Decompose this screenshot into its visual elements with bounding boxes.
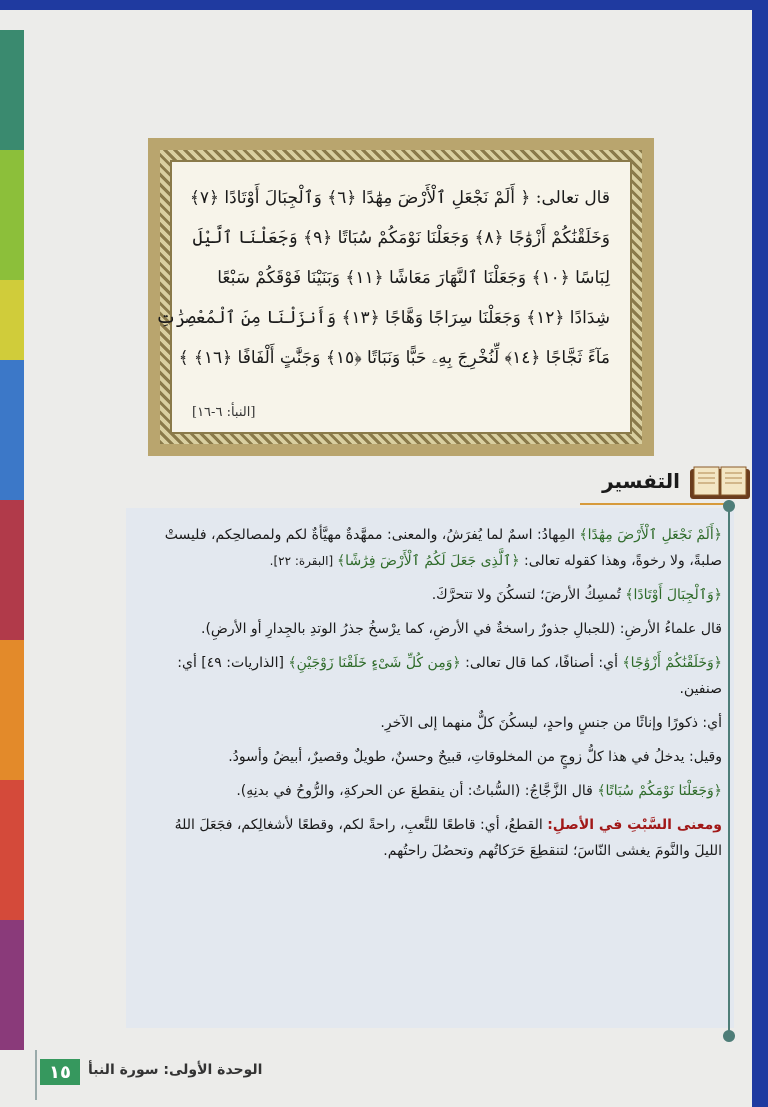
timeline-dot-bottom [723,1030,735,1042]
verse-frame [148,138,654,456]
highlight-term: ومعنى السَّبْتِ في الأصلِ: [547,817,722,833]
tafsir-text: أي: ذكورًا وإناثًا من جنسٍ واحدٍ، ليسكُنَ كلٌّ منهما إلى الآخرِ. [380,715,722,731]
timeline-line [728,505,730,1035]
verse-line: وَخَلَقْنَٰكُمْ أَزْوَٰجًا ﴿٨﴾ وَجَعَلْنَا نَوْمَكُمْ سُبَاتًا ﴿٩﴾ وَجَعَلْنَا ٱلَّيْلَ [192,228,610,248]
tafsir-paragraph [144,778,722,804]
tafsir-paragraph [144,582,722,608]
tafsir-text: القطعُ، أي: قاطعًا للتَّعبِ، راحةً لكم، وقطعًا لأشغالِكم، فجَعَلَ اللهُ الليلَ والنَّومَ يغشى النّاسَ؛ لتنقطِعَ حَرَكاتُهم وتحصُلَ راحتُهم. [174,817,722,859]
footer-unit-title: الوحدة الأولى: سورة النبأ [88,1062,263,1078]
verse-line: قال تعالى: ﴿ أَلَمْ نَجْعَلِ ٱلْأَرْضَ مِهَٰدًا ﴿٦﴾ وَٱلْجِبَالَ أَوْتَادًا ﴿٧﴾ [189,188,610,208]
page-number: ١٥ [40,1059,80,1085]
tafsir-text: تُمسِكُ الأرضَ؛ لتسكُنَ ولا تتحرَّكَ. [431,587,626,603]
verse-panel [155,160,632,434]
tafsir-paragraph [144,616,722,642]
verse-line: مَآءً ثَجَّاجًا ﴿١٤﴾ لِّنُخْرِجَ بِهِۦ حَبًّا وَنَبَاتًا ﴿١٥﴾ وَجَنَّٰتٍ أَلْفَافًا ﴿١٦﴾ ﴾ [178,348,610,368]
quran-quote: ﴿وَجَعَلْنَا نَوْمَكُمْ سُبَاتًا﴾ [597,783,722,799]
tafsir-box [126,508,734,1028]
verse-line: لِبَاسًا ﴿١٠﴾ وَجَعَلْنَا ٱلنَّهَارَ مَعَاشًا ﴿١١﴾ وَبَنَيْنَا فَوْقَكُمْ سَبْعًا [217,268,610,288]
quran-citation: [البقرة: ٢٢]. [269,554,337,568]
quran-quote: ﴿أَلَمْ نَجْعَلِ ٱلْأَرْضَ مِهَٰدًا﴾ [579,527,722,543]
tafsir-text: قال علماءُ الأرضِ: (للجبالِ جذورٌ راسخةٌ في الأرضِ، كما يرْسخُ جذرُ الوتدِ بالجِدارِ أو الأرضِ). [201,621,722,637]
footer-divider [35,1050,37,1100]
verse-reference: [النبأ: ٦-١٦] [192,405,256,420]
tafsir-text: وقيل: يدخلُ في هذا كلُّ زوجٍ من المخلوقاتِ، قبيحٌ وحسنٌ، طويلٌ وقصيرٌ، أبيضُ وأسودُ. [228,749,722,765]
verse-line: شِدَادًا ﴿١٢﴾ وَجَعَلْنَا سِرَاجًا وَهَّاجًا ﴿١٣﴾ وَأَنزَلْنَا مِنَ ٱلْمُعْصِرَٰتِ [155,308,610,328]
tafsir-paragraph [144,522,722,574]
quran-quote: ﴿وَمِن كُلِّ شَىْءٍ خَلَقْنَا زَوْجَيْنِ﴾ [288,655,461,671]
tafsir-paragraph [144,650,722,702]
tafsir-text: [الذاريات: ٤٩] أي: صنفين. [177,655,722,697]
quran-quote: ﴿وَخَلَقْنَٰكُمْ أَزْوَٰجًا﴾ [622,655,722,671]
quran-quote: ﴿وَٱلْجِبَالَ أَوْتَادًا﴾ [625,587,722,603]
tafsir-header [560,455,752,505]
tafsir-text: المِهادُ: اسمٌ لما يُفرَشُ، والمعنى: ممهَّدةٌ مهيَّأةٌ لكم ولمصالحِكم، فليستْ صلبةً، ولا رخوةً، وهذا كقوله تعالى: [164,527,722,569]
title-underline [580,503,730,505]
quran-quote: ﴿ٱلَّذِى جَعَلَ لَكُمُ ٱلْأَرْضَ فِرَٰشًا﴾ [336,553,520,569]
tafsir-text: أي: أصنافًا، كما قال تعالى: [460,655,623,671]
tafsir-paragraph [144,812,722,864]
tafsir-paragraph [144,744,722,770]
color-edge-strip [0,30,24,1050]
section-title: التفسير [602,469,680,493]
timeline-dot-top [723,500,735,512]
tafsir-paragraph [144,710,722,736]
open-book-icon [688,463,752,503]
book-page [0,10,752,1107]
tafsir-text: قال الزَّجَّاجُ: (السُّباتُ: أن ينقطعَ عن الحركةِ، والرُّوحُ في بدنِهِ). [236,783,598,799]
